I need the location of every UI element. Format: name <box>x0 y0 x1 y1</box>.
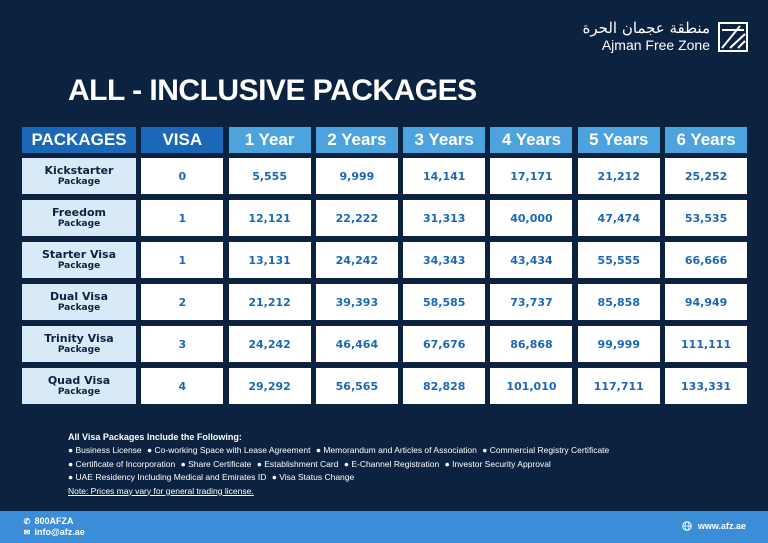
visa-count-cell: 4 <box>141 368 223 404</box>
packages-table <box>22 127 747 410</box>
package-name-cell <box>22 368 136 404</box>
included-item <box>316 445 477 455</box>
column-header: PACKAGES <box>22 127 136 153</box>
included-item-text: Business License <box>75 445 142 455</box>
footer-phone[interactable] <box>22 516 85 527</box>
bullet-icon: ● <box>444 458 453 469</box>
price-cell: 14,141 <box>403 158 485 194</box>
mail-icon: ✉ <box>23 528 31 537</box>
price-cell: 66,666 <box>665 242 747 278</box>
bullet-icon: ● <box>343 458 352 469</box>
package-label: Package <box>57 261 101 271</box>
afz-logo-icon <box>718 22 748 52</box>
included-item-text: Co-working Space with Lease Agreement <box>154 445 311 455</box>
included-item <box>344 459 439 469</box>
column-header: 4 Years <box>490 127 572 153</box>
price-cell: 67,676 <box>403 326 485 362</box>
package-label: Package <box>57 219 101 229</box>
price-cell: 55,555 <box>578 242 660 278</box>
price-cell: 94,949 <box>665 284 747 320</box>
column-header: 3 Years <box>403 127 485 153</box>
price-cell: 21,212 <box>229 284 311 320</box>
package-name-cell <box>22 326 136 362</box>
price-cell: 24,242 <box>316 242 398 278</box>
included-item-text: Visa Status Change <box>279 472 355 482</box>
included-item-text: Establishment Card <box>264 458 339 469</box>
price-cell: 99,999 <box>578 326 660 362</box>
price-cell: 31,313 <box>403 200 485 236</box>
includes-title: All Visa Packages Include the Following: <box>68 432 242 442</box>
logo-text <box>583 20 710 53</box>
price-cell: 29,292 <box>229 368 311 404</box>
included-item <box>68 459 175 469</box>
footer-contact <box>22 516 85 538</box>
package-label: Package <box>57 303 101 313</box>
package-name: Dual Visa <box>49 290 109 303</box>
included-item <box>257 459 339 469</box>
package-name-cell <box>22 200 136 236</box>
included-item-text: Commercial Registry Certificate <box>489 445 610 455</box>
package-label: Package <box>57 177 101 187</box>
visa-count-cell: 1 <box>141 242 223 278</box>
page-title: ALL - INCLUSIVE PACKAGES <box>68 74 477 107</box>
logo-arabic: منطقة عجمان الحرة <box>582 19 710 37</box>
price-cell: 133,331 <box>665 368 747 404</box>
included-item-text: Memorandum and Articles of Association <box>323 445 477 455</box>
included-item-text: Share Certificate <box>188 458 252 469</box>
included-item-text: Certificate of Incorporation <box>75 458 176 469</box>
visa-count-cell: 3 <box>141 326 223 362</box>
included-item <box>181 459 252 469</box>
price-cell: 117,711 <box>578 368 660 404</box>
package-name: Trinity Visa <box>44 332 114 345</box>
included-item <box>272 472 354 482</box>
visa-count-cell: 0 <box>141 158 223 194</box>
price-cell: 40,000 <box>490 200 572 236</box>
bullet-icon: ● <box>68 458 76 469</box>
package-name: Freedom <box>51 206 107 219</box>
website-url: www.afz.ae <box>697 521 746 531</box>
includes-list <box>68 444 708 485</box>
package-name-cell <box>22 158 136 194</box>
brand-logo <box>583 20 748 53</box>
bullet-icon: ● <box>271 472 280 482</box>
package-label: Package <box>57 387 101 397</box>
package-name-cell <box>22 284 136 320</box>
price-cell: 46,464 <box>316 326 398 362</box>
price-cell: 9,999 <box>316 158 398 194</box>
visa-count-cell: 2 <box>141 284 223 320</box>
phone-number: 800AFZA <box>34 516 74 526</box>
bullet-icon: ● <box>147 445 155 455</box>
price-cell: 47,474 <box>578 200 660 236</box>
included-item-text: UAE Residency Including Medical and Emirates ID <box>75 472 267 482</box>
price-cell: 24,242 <box>229 326 311 362</box>
package-name-cell <box>22 242 136 278</box>
included-item <box>68 445 142 455</box>
price-cell: 85,858 <box>578 284 660 320</box>
package-name: Starter Visa <box>41 248 117 261</box>
column-header: 1 Year <box>229 127 311 153</box>
price-cell: 86,868 <box>490 326 572 362</box>
bullet-icon: ● <box>256 458 265 469</box>
footer-email[interactable] <box>22 527 85 538</box>
price-cell: 5,555 <box>229 158 311 194</box>
column-header: 6 Years <box>665 127 747 153</box>
footer-website[interactable] <box>682 521 746 531</box>
bullet-icon: ● <box>180 458 189 469</box>
price-cell: 39,393 <box>316 284 398 320</box>
price-cell: 22,222 <box>316 200 398 236</box>
bullet-icon: ● <box>68 445 76 455</box>
price-cell: 53,535 <box>665 200 747 236</box>
price-cell: 58,585 <box>403 284 485 320</box>
price-cell: 17,171 <box>490 158 572 194</box>
included-item <box>482 445 609 455</box>
column-header: VISA <box>141 127 223 153</box>
column-header: 2 Years <box>316 127 398 153</box>
bullet-icon: ● <box>315 445 324 455</box>
price-cell: 25,252 <box>665 158 747 194</box>
visa-count-cell: 1 <box>141 200 223 236</box>
package-name: Kickstarter <box>44 164 114 177</box>
price-cell: 43,434 <box>490 242 572 278</box>
bullet-icon: ● <box>482 445 490 455</box>
package-label: Package <box>57 345 101 355</box>
price-cell: 21,212 <box>578 158 660 194</box>
included-item <box>445 459 551 469</box>
price-cell: 111,111 <box>665 326 747 362</box>
included-item <box>147 445 310 455</box>
included-item-text: E-Channel Registration <box>351 458 440 469</box>
price-cell: 56,565 <box>316 368 398 404</box>
package-name: Quad Visa <box>47 374 111 387</box>
logo-english: Ajman Free Zone <box>601 37 710 53</box>
price-cell: 34,343 <box>403 242 485 278</box>
phone-icon: ✆ <box>23 517 31 526</box>
price-cell: 12,121 <box>229 200 311 236</box>
bullet-icon: ● <box>68 472 76 482</box>
included-item <box>68 472 266 482</box>
column-header: 5 Years <box>578 127 660 153</box>
email-address: info@afz.ae <box>34 527 85 537</box>
footer <box>0 511 768 543</box>
includes-section <box>68 432 708 496</box>
price-cell: 73,737 <box>490 284 572 320</box>
price-cell: 101,010 <box>490 368 572 404</box>
price-cell: 82,828 <box>403 368 485 404</box>
included-item-text: Investor Security Approval <box>452 458 551 469</box>
pricing-note: Note: Prices may vary for general trading license. <box>68 485 254 496</box>
price-cell: 13,131 <box>229 242 311 278</box>
globe-icon <box>682 521 692 531</box>
